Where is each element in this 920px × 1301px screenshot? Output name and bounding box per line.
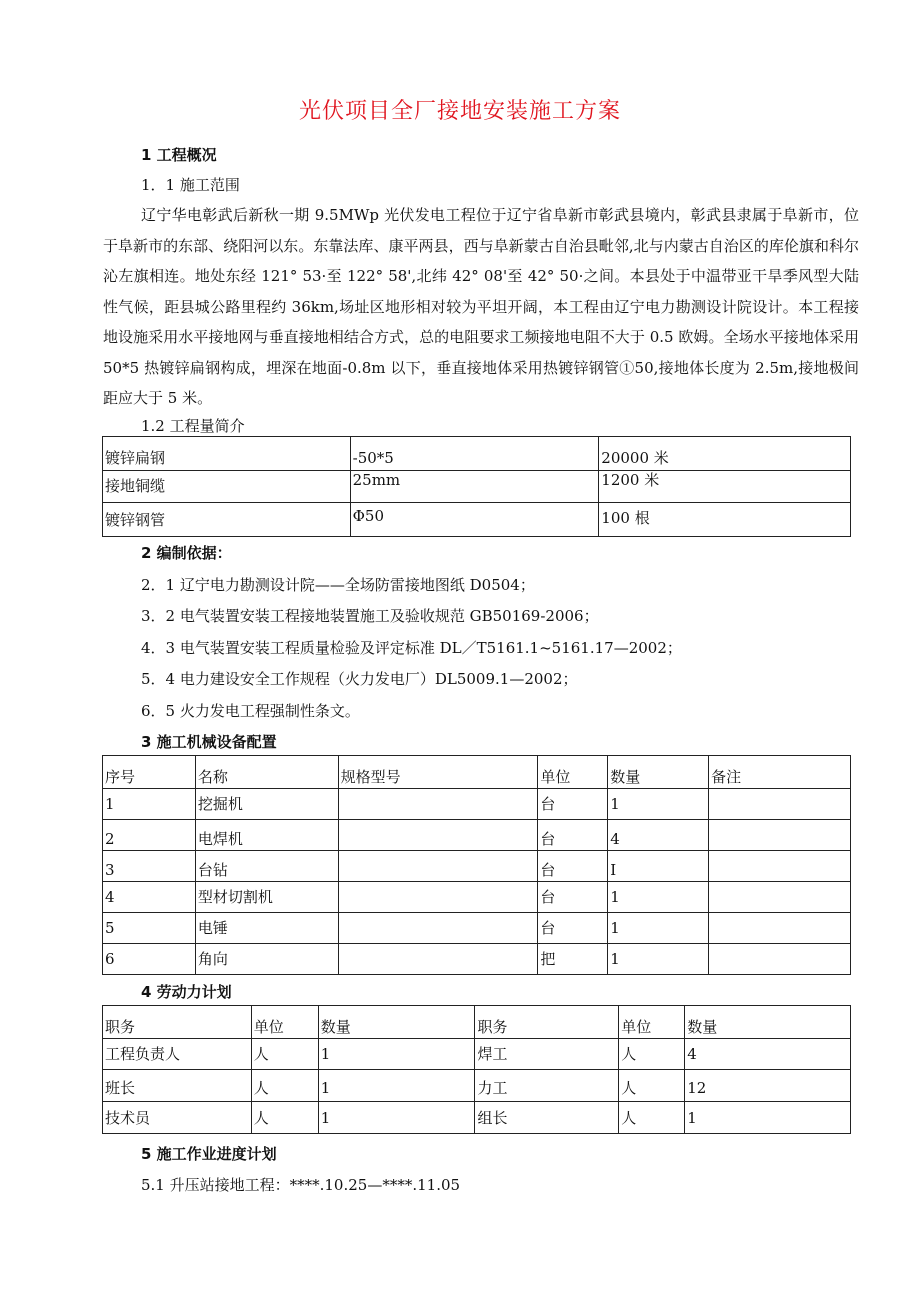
- table-cell: 6: [103, 944, 196, 975]
- reference-item: 6．5 火力发电工程强制性条文。: [141, 702, 360, 720]
- table-cell: [338, 882, 538, 913]
- table-cell: 1: [608, 913, 709, 944]
- table-header-cell: 备注: [709, 756, 851, 789]
- table-cell: 人: [619, 1070, 685, 1102]
- table-cell: 把: [538, 944, 608, 975]
- table-cell: 电锤: [195, 913, 338, 944]
- table-cell: 1: [608, 944, 709, 975]
- table-cell: 1: [318, 1070, 475, 1102]
- table-cell: 班长: [103, 1070, 252, 1102]
- subsection-1-1-heading: 1．1 施工范围: [141, 176, 240, 194]
- table-cell: [338, 820, 538, 851]
- table-row: [103, 882, 851, 913]
- table-cell: [709, 851, 851, 882]
- table-cell: 台钻: [195, 851, 338, 882]
- equipment-table: [102, 755, 851, 975]
- table-cell: [709, 913, 851, 944]
- table-cell: 型材切割机: [195, 882, 338, 913]
- table-cell: -50*5: [350, 437, 599, 471]
- table-cell: 1200 米: [599, 471, 851, 503]
- table-cell: 台: [538, 913, 608, 944]
- table-cell: 人: [619, 1102, 685, 1134]
- table-cell: I: [608, 851, 709, 882]
- table-cell: 焊工: [475, 1039, 619, 1070]
- table-cell: 工程负责人: [103, 1039, 252, 1070]
- table-cell: 12: [685, 1070, 851, 1102]
- table-cell: 组长: [475, 1102, 619, 1134]
- table-cell: 1: [608, 882, 709, 913]
- table-cell: 角向: [195, 944, 338, 975]
- table-row: [103, 851, 851, 882]
- table-cell: 1: [318, 1102, 475, 1134]
- labor-table: [102, 1005, 851, 1134]
- table-cell: 人: [251, 1070, 318, 1102]
- table-header-row: [103, 1006, 851, 1039]
- table-cell: Φ50: [350, 503, 599, 537]
- reference-item: 5．4 电力建设安全工作规程（火力发电厂）DL5009.1—2002；: [141, 670, 578, 688]
- table-cell: 1: [103, 789, 196, 820]
- table-header-cell: 单位: [251, 1006, 318, 1039]
- table-row: [103, 820, 851, 851]
- table-header-cell: 数量: [685, 1006, 851, 1039]
- document-title: 光伏项目全厂接地安装施工方案: [298, 99, 621, 124]
- quantity-table: [102, 436, 851, 537]
- table-row: [103, 913, 851, 944]
- table-row: [103, 471, 851, 503]
- table-cell: 力工: [475, 1070, 619, 1102]
- table-row: [103, 503, 851, 537]
- table-header-cell: 数量: [318, 1006, 475, 1039]
- section-1-heading: 1 工程概况: [141, 146, 217, 164]
- table-cell: [709, 820, 851, 851]
- subsection-1-2-heading: 1.2 工程量简介: [141, 417, 245, 435]
- table-cell: 20000 米: [599, 437, 851, 471]
- table-cell: 台: [538, 820, 608, 851]
- table-header-cell: 单位: [619, 1006, 685, 1039]
- reference-item: 4．3 电气装置安装工程质量检验及评定标准 DL／T5161.1~5161.17—2002；: [141, 639, 682, 657]
- table-header-cell: 单位: [538, 756, 608, 789]
- schedule-item: 5.1 升压站接地工程：****.10.25—****.11.05: [141, 1176, 461, 1194]
- table-cell: [338, 789, 538, 820]
- table-cell: 人: [251, 1039, 318, 1070]
- table-cell: 技术员: [103, 1102, 252, 1134]
- section-3-heading: 3 施工机械设备配置: [141, 733, 277, 751]
- section-4-heading: 4 劳动力计划: [141, 983, 232, 1001]
- table-row: [103, 789, 851, 820]
- table-cell: [709, 944, 851, 975]
- table-row: [103, 1039, 851, 1070]
- table-cell: 镀锌钢管: [103, 503, 351, 537]
- table-cell: 4: [685, 1039, 851, 1070]
- table-row: [103, 1070, 851, 1102]
- table-row: [103, 944, 851, 975]
- table-cell: 镀锌扁钢: [103, 437, 351, 471]
- project-overview-paragraph: 辽宁华电彰武后新秋一期 9.5MWp 光伏发电工程位于辽宁省阜新市彰武县境内，彰武县隶属于阜新市，位于阜新市的东部、绕阳河以东。东靠法库、康平两县，西与阜新蒙古自治县毗邻,北与内蒙古自治区的库伦旗和科尔沁左旗相连。地处东经 121° 53·至 122° 58',北纬 42° 08'至 42° 50·之间。本县处于中温带亚干旱季风型大陆性气候，距县城公路里程约 36km,场址区地形相对较为平坦开阔，本工程由辽宁电力勘测设计院设计。本工程接地设施采用水平接地网与垂直接地相结合方式，总的电阻要求工频接地电阻不大于 0.5 欧姆。全场水平接地体采用 50*5 热镀锌扁钢构成，埋深在地面-0.8m 以下，垂直接地体采用热镀锌钢管①50,接地体长度为 2.5m,接地极间距应大于 5 米。: [103, 206, 859, 407]
- table-cell: [338, 944, 538, 975]
- table-header-cell: 规格型号: [338, 756, 538, 789]
- table-cell: 台: [538, 789, 608, 820]
- table-cell: 1: [608, 789, 709, 820]
- table-cell: 1: [685, 1102, 851, 1134]
- table-cell: 5: [103, 913, 196, 944]
- table-header-cell: 名称: [195, 756, 338, 789]
- table-cell: 100 根: [599, 503, 851, 537]
- table-cell: 电焊机: [195, 820, 338, 851]
- table-cell: [709, 882, 851, 913]
- table-header-cell: 职务: [475, 1006, 619, 1039]
- table-cell: 台: [538, 882, 608, 913]
- table-cell: 挖掘机: [195, 789, 338, 820]
- reference-item: 2．1 辽宁电力勘测设计院——全场防雷接地图纸 D0504；: [141, 576, 535, 594]
- table-row: [103, 1102, 851, 1134]
- table-cell: 人: [251, 1102, 318, 1134]
- table-header-cell: 职务: [103, 1006, 252, 1039]
- table-cell: [709, 789, 851, 820]
- section-5-heading: 5 施工作业进度计划: [141, 1145, 277, 1163]
- table-row: [103, 437, 851, 471]
- table-cell: 接地铜缆: [103, 471, 351, 503]
- table-header-cell: 序号: [103, 756, 196, 789]
- section-2-heading: 2 编制依据：: [141, 544, 232, 562]
- table-header-cell: 数量: [608, 756, 709, 789]
- reference-item: 3．2 电气装置安装工程接地装置施工及验收规范 GB50169-2006；: [141, 607, 599, 625]
- table-cell: 4: [608, 820, 709, 851]
- table-cell: 人: [619, 1039, 685, 1070]
- table-cell: [338, 913, 538, 944]
- table-cell: [338, 851, 538, 882]
- table-cell: 台: [538, 851, 608, 882]
- table-cell: 1: [318, 1039, 475, 1070]
- table-cell: 2: [103, 820, 196, 851]
- table-cell: 4: [103, 882, 196, 913]
- table-header-row: [103, 756, 851, 789]
- table-cell: 25mm: [350, 471, 599, 503]
- table-cell: 3: [103, 851, 196, 882]
